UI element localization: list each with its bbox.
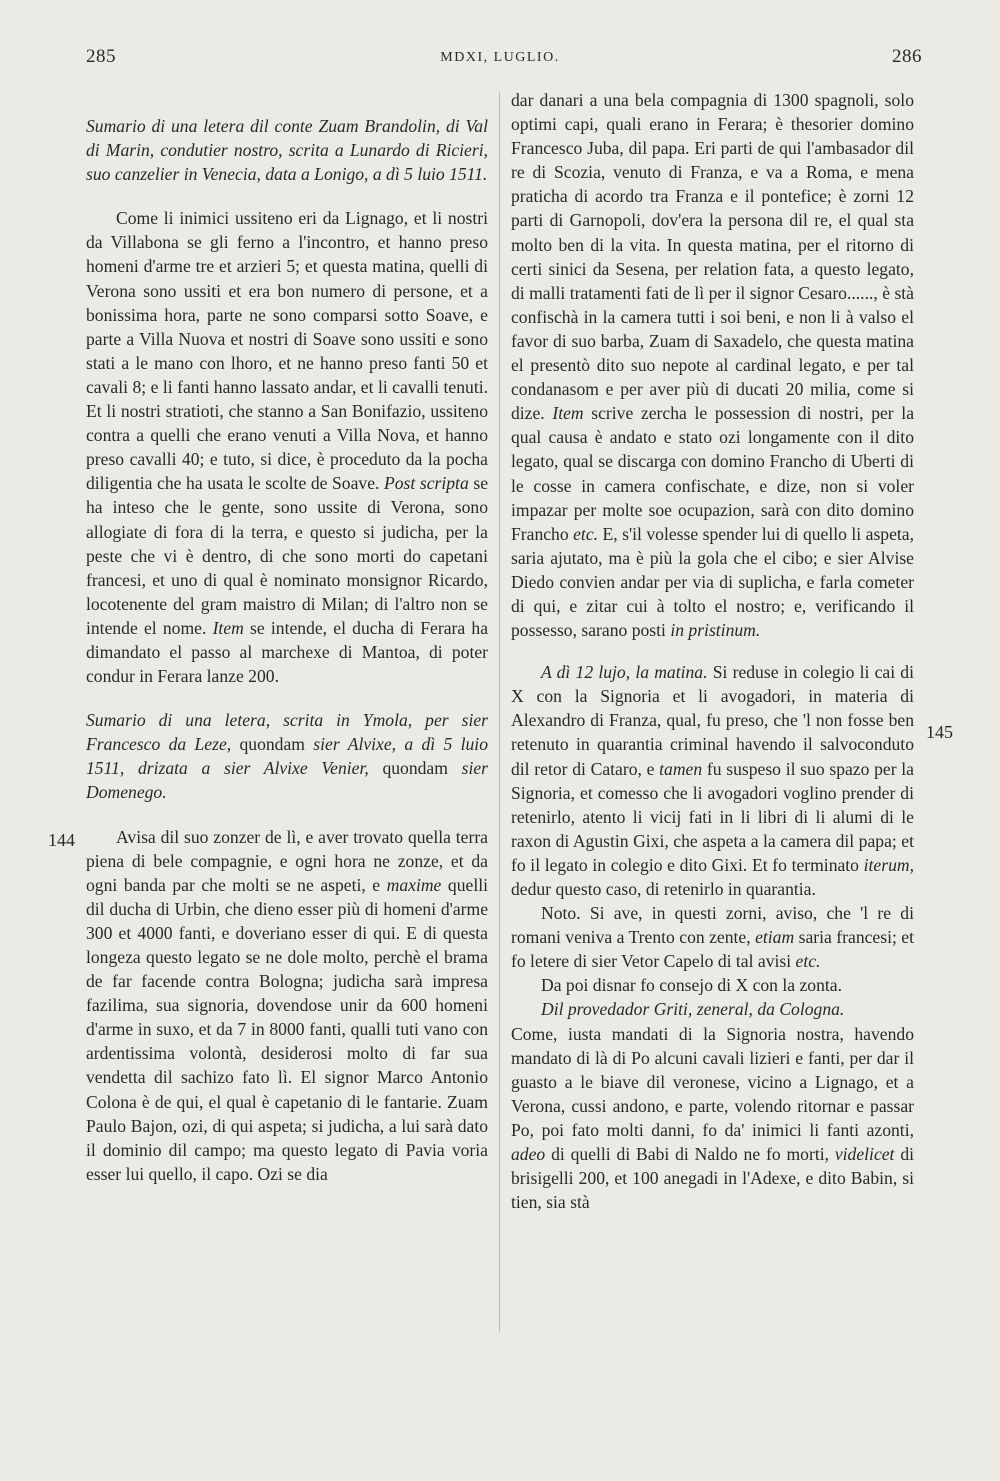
text-run: fu suspeso il suo spazo per la Signoria, et comesso che li avogadori voglino prender di retenirlo, atento li vicij fati in li libri di li alumi di le raxon di Agustin Gixi, che aspeta a la camera dil papa; et fo il legato in colegio e dito Gixi. Et fo terminato bbox=[511, 758, 914, 875]
date-heading: A dì 12 lujo, la matina. bbox=[541, 662, 708, 683]
text-run: se ha inteso che le gente, sono ussite di Verona, sono allogiate di fora di la terra, e questo si judicha, per la peste che vi è dentro, di che sono morti do capetani francesi, et uno di qual è nominato monsignor Ricardo, locotenente del gram maistro di Milan; di l'altro non se intende el nome. bbox=[86, 473, 488, 638]
text-run: Noto. Si ave, in questi zorni, aviso, che 'l re di romani veniva a Trento con zente, bbox=[511, 903, 914, 948]
italic-term: maxime bbox=[386, 874, 442, 895]
text-run: Come, iusta mandati di la Signoria nostra, havendo mandato di là di Po alcuni cavali lizieri e fanti, per dar il guasto a le biave dil veronese, vicino a Lignago, et a Verona, cussi andono, e parte, volendo ritornar e passar Po, poi fato molti danni, fo da' inimici li fanti azonti, bbox=[511, 1023, 914, 1140]
italic-term: etc. bbox=[795, 951, 821, 972]
italic-term: Post scripta bbox=[384, 473, 469, 494]
column-divider bbox=[499, 92, 500, 1332]
text-run: sier Domenego. bbox=[86, 758, 488, 803]
text-run: saria francesi; et fo letere di sier Vetor Capelo di tal avisi bbox=[511, 927, 915, 972]
italic-term: etc. bbox=[573, 523, 599, 544]
letter-heading-1: Sumario di una letera dil conte Zuam Brandolin, di Val di Marin, condutier nostro, scrita a Lunardo di Ricieri, suo canzelier in Venecia, data a Lonigo, a dì 5 luio 1511. bbox=[86, 116, 488, 185]
letter-heading-griti: Dil provedador Griti, zeneral, da Cologna. bbox=[541, 999, 845, 1020]
text-run: dar danari a una bela compagnia di 1300 spagnoli, solo optimi capi, quali erano in Ferara; è thesorier domino Francesco Juba, dil papa. Eri parti de qui l'ambasador dil re di Scozia, venuto di Franza, e va a Roma, e mena praticha di acordo tra Franza e il pontefice; è zorni 12 parti di Garnopoli, dov'era la persona dil re, el qual sta molto ben di la vita. In questa matina, per el ritorno di certi sinici da Sesena, per relation fata, a questo legato, di malli tratamenti fati de lì per il signor Cesaro......, è stà confischà in la camera tutti i soi beni, e non li à valso el favor di suo barba, Zuam di Saxadelo, che questa matina el presentò dito suo nepote al cardinal legato, e per tal condanasom e per aver più di ducati 20 milia, come si dize. bbox=[511, 90, 914, 424]
text-run: quondam bbox=[382, 758, 448, 779]
text-run: Avisa dil suo zonzer de lì, e aver trovato quella terra piena di bele compagnie, e ogni hora ne zonze, et da ogni banda par che molti se ne aspeti, e bbox=[86, 826, 488, 895]
paragraph-consejo: Da poi disnar fo consejo di X con la zonta. bbox=[541, 975, 842, 996]
italic-term: adeo bbox=[511, 1144, 546, 1165]
paragraph-2 bbox=[86, 825, 488, 1186]
italic-term: tamen bbox=[659, 758, 703, 779]
text-run: se intende, el ducha di Ferara ha dimandato el passo al marchexe di Mantoa, di poter condur in Ferara lanze 200. bbox=[86, 617, 489, 687]
text-run: dedur questo caso, di retenirlo in quarantia. bbox=[511, 879, 816, 899]
text-run: quondam bbox=[239, 734, 305, 755]
paragraph-griti bbox=[511, 1022, 914, 1215]
margin-number-left: 144 bbox=[48, 830, 75, 850]
paragraph-date-entry bbox=[511, 660, 914, 901]
running-title: MDXI, LUGLIO. bbox=[440, 50, 560, 65]
letter-heading-2 bbox=[86, 708, 488, 804]
margin-number-right: 145 bbox=[926, 722, 953, 742]
italic-term: etiam bbox=[755, 927, 795, 948]
italic-term: iterum, bbox=[863, 854, 914, 875]
text-run: scrive zercha le possession di nostri, per la qual causa è andato e stato ozi longamente con il dito legato, qual se discarga con domino Francho di Uberti di le cosse in camera confischate, e dize, non si voler impazar per molte soe ocupazion, sarà con dito domino Francho bbox=[511, 403, 914, 544]
text-run: Si reduse in colegio li cai di X con la Signoria et li avogadori, in materia di Alexandro di Franza, qual, fu preso, che 'l non fosse ben retenuto in quarantia criminal havendo il salvoconduto dil retor di Cataro, e bbox=[511, 662, 914, 779]
page-number-right: 286 bbox=[892, 46, 922, 67]
text-run: sier Alvixe, a dì 5 luio 1511, drizata a sier Alvixe Venier, bbox=[86, 734, 488, 779]
paragraph-continued bbox=[511, 88, 914, 642]
right-column bbox=[511, 88, 914, 1214]
text-run: Sumario di una letera, scrita in Ymola, per sier Francesco da Leze, bbox=[86, 710, 488, 755]
italic-term: videlicet bbox=[834, 1144, 895, 1165]
text-run: di quelli di Babi di Naldo ne fo morti, bbox=[551, 1144, 829, 1165]
italic-term: in pristinum. bbox=[670, 620, 761, 641]
text-run: E, s'il volesse spender lui di quello li aspeta, saria ajutato, ma è più la gola che el cibo; e sier Alvise Diedo convien andar per via di suplicha, e farla cometer di qui, e zitar cui à tolto el nostro; e, verificando il possesso, sarano posti bbox=[511, 523, 914, 641]
spacer bbox=[511, 642, 914, 660]
page-number-left: 285 bbox=[86, 46, 116, 67]
text-run: Come li inimici ussiteno eri da Lignago, et li nostri da Villabona se gli ferno a l'incontro, et hanno preso homeni d'arme tre et arzieri 5; et questa matina, quelli di Verona sono ussiti et era bon numero di persone, et a bonissima hora, parte ne sono comparsi sotto Soave, e parte a Villa Nuova et nostri di Soave sono ussiti e sono stati a le mano con lhoro, et ne hanno preso fanti 50 et cavali 8; e li fanti hanno lassato andar, et li cavalli tenuti. Et li nostri stratioti, che stanno a San Bonifazio, ussiteno contra a quelli che erano venuti a Villa Nova, et hanno preso cavalli 40; e tuto, si dice, è proceduto da la pocha diligentia che ha usata le scolte de Soave. bbox=[86, 208, 488, 494]
text-run: quelli dil ducha di Urbin, che dieno esser più di homeni d'arme 300 et 4000 fanti, e doveriano esser di qui. E di questa longeza questo legato se ne dole molto, perchè el brama de far facende contra Bologna; judicha sarà impresa fazilima, sua signoria, dovendose unir da 600 homeni d'arme in suxo, et da 7 in 8000 fanti, qualli tuti vano con ardentissima volontà, desiderosi molto di far sua vendetta dil sachizo fato lì. El signor Marco Antonio Colona è de qui, el qual è capetanio di le fantarie. Zuam Paulo Bajon, ozi, di qui aspeta; si judicha, a lui sarà dato il dominio dil campo; ma questo legato di Pavia voria esser lui quello, il capo. Ozi se dia bbox=[86, 874, 488, 1184]
italic-term: Item bbox=[212, 617, 244, 638]
paragraph-1 bbox=[86, 206, 488, 688]
paragraph-noto bbox=[511, 901, 914, 973]
left-column bbox=[86, 88, 488, 1186]
italic-term: Item bbox=[552, 403, 584, 424]
text-run: di brisigelli 200, et 100 anegadi in l'Adexe, e dito Babin, si tien, sia stà bbox=[511, 1144, 914, 1213]
